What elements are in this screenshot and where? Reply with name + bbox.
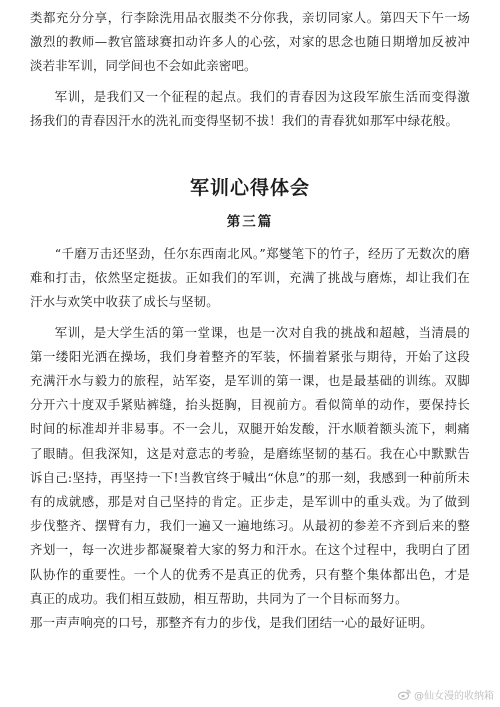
- weibo-logo-icon: [398, 689, 411, 700]
- intro-paragraph-2: 军训，是我们又一个征程的起点。我们的青春因为这段军旅生活而变得激扬我们的青春因汗水的洗礼而变得坚韧不拔！我们的青春犹如那军中绿花般。: [30, 88, 470, 128]
- watermark-text: @仙女漫的收纳箱: [414, 691, 494, 702]
- document-title: 军训心得体会: [189, 177, 310, 200]
- watermark: [398, 687, 494, 702]
- document-subtitle: 第三篇: [226, 214, 274, 231]
- body-paragraph-2: 军训，是大学生活的第一堂课，也是一次对自我的挑战和超越，当清晨的第一缕阳光洒在操场，我们身着整齐的军装，怀揣着紧张与期待，开始了这段充满汗水与毅力的旅程，站军姿，是军训的第一课，也是最基础的训练。双脚分开六十度双手紧贴裤缝，抬头挺胸，目视前方。看似简单的动作，要保持长时间的标准却并非易事。不一会儿，双腿开始发酸，汗水顺着额头流下，刺痛了眼睛。但我深知，这是对意志的考验，是磨练坚韧的基石。我在心中默默告诉自己:坚持，再坚持一下!当教官终于喊出“休息”的那一刻，我感到一种前所未有的成就感，那是对自己坚持的肯定。正步走，是军训中的重头戏。为了做到步伐整齐、摆臂有力，我们一遍又一遍地练习。从最初的参差不齐到后来的整齐划一，每一次进步都凝聚着大家的努力和汗水。在这个过程中，我明白了团队协作的重要性。一个人的优秀不是真正的优秀，只有整个集体都出色，才是真正的成功。我们相互鼓励，相互帮助，共同为了一个目标而努力。: [30, 324, 470, 606]
- body-paragraph-3: 那一声声响亮的口号，那整齐有力的步伐，是我们团结一心的最好证明。: [30, 615, 433, 631]
- intro-paragraph-1: 类都充分分享，行李除洗用品衣服类不分你我，亲切同家人。第四天下午一场激烈的教师—教官篮球赛扣动许多人的心弦，对家的思念也随日期增加反被冲淡若非军训，同学间也不会如此亲密吧。: [30, 10, 470, 74]
- body-paragraph-1: “千磨万击还坚劲，任尔东西南北风。”郑燮笔下的竹子，经历了无数次的磨难和打击，依然坚定挺拔。正如我们的军训，充满了挑战与磨炼，却让我们在汗水与欢笑中收获了成长与坚韧。: [30, 246, 470, 310]
